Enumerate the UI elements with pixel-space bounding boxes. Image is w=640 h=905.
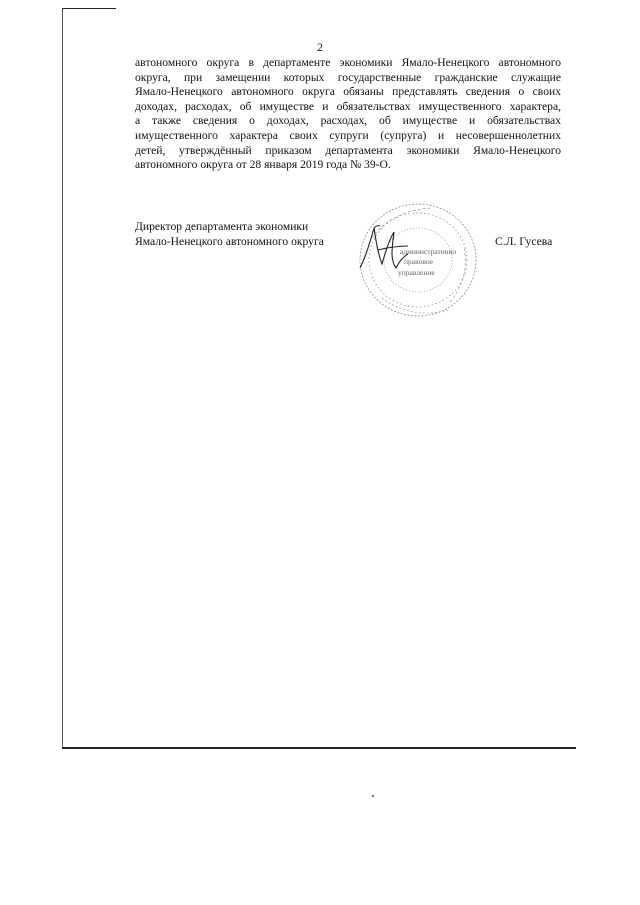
scan-speck [372,795,374,797]
body-line: имущественного характера своих супруги (супруга) и несовершеннолетних [135,128,561,142]
stamp-text: правовое [404,257,433,266]
body-line: Ямало-Ненецкого автономного округа обязаны представлять сведения о своих [135,85,561,99]
official-stamp [352,198,482,324]
top-rule [62,8,116,9]
frame-left-edge [62,8,63,748]
body-paragraph [135,56,561,173]
stamp-text: управление [398,268,435,277]
signatory-title-line: Директор департамента экономики [135,220,309,233]
page-number: 2 [317,40,323,54]
stamp-text: административно [400,247,457,256]
bottom-rule [62,747,576,749]
body-line: детей, утверждённый приказом департамента экономики Ямало-Ненецкого [135,143,561,157]
handwritten-signature [360,226,408,268]
body-line: доходах, расходах, об имуществе и обязательствах имущественного характера, [135,99,561,113]
body-line: автономного округа от 28 января 2019 года № 39-О. [135,158,391,172]
body-line: а также сведения о доходах, расходах, об имуществе и обязательствах [135,114,561,128]
body-line: автономного округа в департаменте экономики Ямало-Ненецкого автономного [135,56,561,69]
body-line: округа, при замещении которых государственные гражданские служащие [135,70,561,84]
signatory-title [135,219,324,249]
signatory-title-line: Ямало-Ненецкого автономного округа [135,235,324,248]
signatory-name: С.Л. Гусева [495,235,553,248]
